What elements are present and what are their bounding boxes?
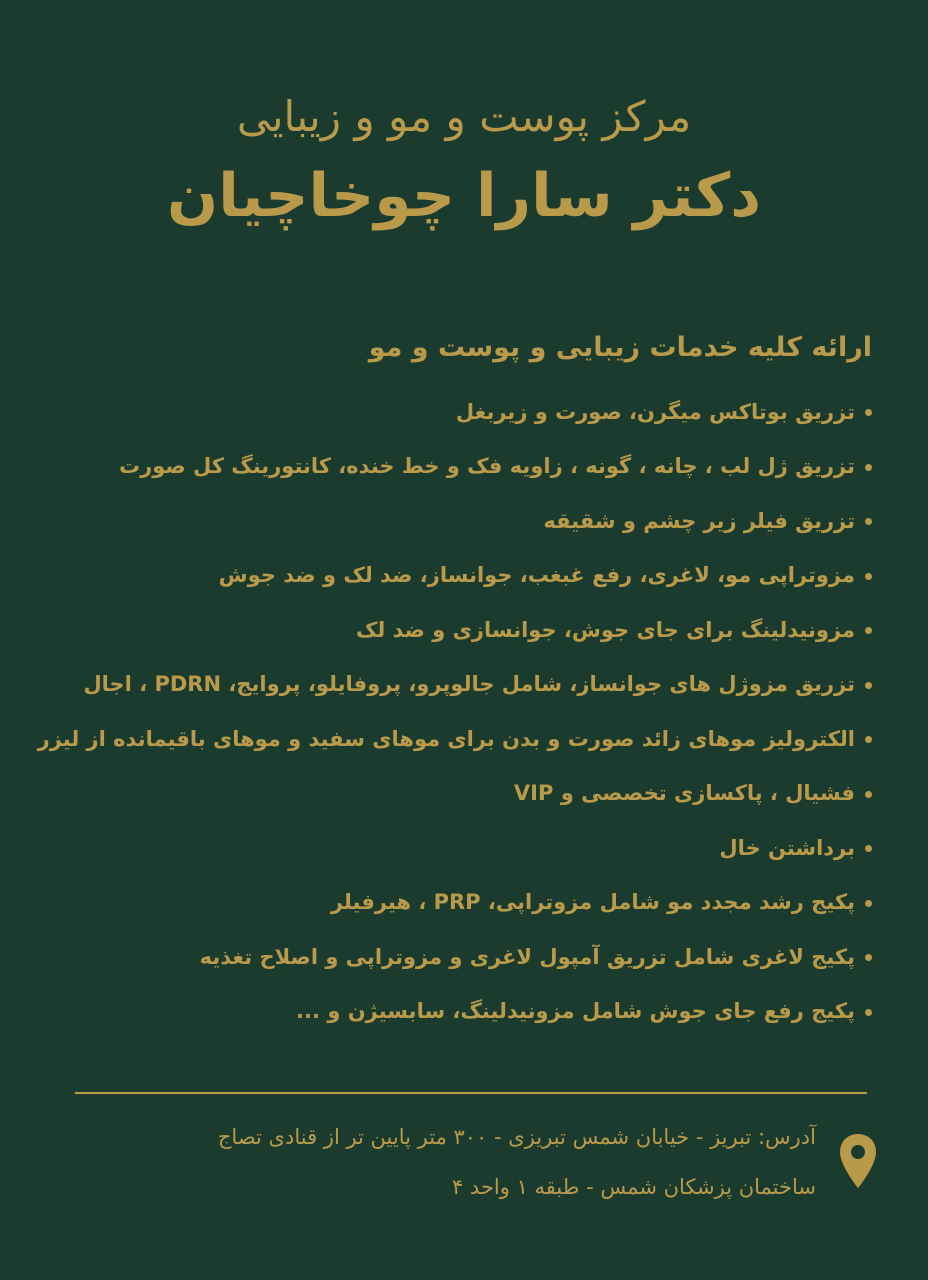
service-item xyxy=(32,494,872,549)
service-item xyxy=(32,766,872,821)
service-item-label: پکیج رفع جای جوش شامل مزونیدلینگ، سابسیژن و ... xyxy=(296,999,855,1023)
header xyxy=(0,92,928,232)
bullet-icon xyxy=(865,736,872,743)
divider xyxy=(75,1092,867,1094)
service-list xyxy=(32,385,872,1039)
service-item-label: پکیج لاغری شامل تزریق آمپول لاغری و مزوتراپی و اصلاح تغذیه xyxy=(199,944,855,969)
service-item xyxy=(32,548,872,603)
service-item xyxy=(32,930,872,985)
clinic-subtitle: مرکز پوست و مو و زیبایی xyxy=(236,92,692,141)
address-block xyxy=(56,1112,816,1212)
service-item xyxy=(32,657,872,712)
services-heading: ارائه کلیه خدمات زیبایی و پوست و مو xyxy=(368,332,872,363)
service-item-label: فشیال ، پاکسازی تخصصی و VIP xyxy=(513,781,855,805)
service-item-label: تزریق ژل لب ، چانه ، گونه ، زاویه فک و خط خنده، کانتورینگ کل صورت xyxy=(119,454,855,478)
bullet-icon xyxy=(865,845,872,852)
service-item xyxy=(32,603,872,658)
bullet-icon xyxy=(865,682,872,689)
service-item xyxy=(32,385,872,440)
location-pin-icon xyxy=(838,1132,878,1190)
bullet-icon xyxy=(865,627,872,634)
services-section xyxy=(32,328,872,1039)
service-item xyxy=(32,821,872,876)
bullet-icon xyxy=(865,573,872,580)
service-item-label: تزریق مزوژل های جوانساز، شامل جالوپرو، پروفایلو، پروایج، PDRN ، اجال xyxy=(83,672,855,696)
service-item xyxy=(32,984,872,1039)
bullet-icon xyxy=(865,464,872,471)
service-item-label: مزونیدلینگ برای جای جوش، جوانسازی و ضد لک xyxy=(355,617,855,642)
service-item-label: الکترولیز موهای زائد صورت و بدن برای موهای سفید و موهای باقیمانده از لیزر xyxy=(37,726,855,751)
bullet-icon xyxy=(865,1009,872,1016)
bullet-icon xyxy=(865,409,872,416)
bullet-icon xyxy=(865,954,872,961)
service-item xyxy=(32,439,872,494)
doctor-name-title: دکتر سارا چوخاچیان xyxy=(166,161,762,232)
service-item-label: پکیج رشد مجدد مو شامل مزوتراپی، PRP ، هیرفیلر xyxy=(330,890,855,914)
bullet-icon xyxy=(865,900,872,907)
address-line-2: ساختمان پزشکان شمس - طبقه ۱ واحد ۴ xyxy=(451,1175,816,1199)
service-item-label: مزوتراپی مو، لاغری، رفع غبغب، جوانساز، ضد لک و ضد جوش xyxy=(218,563,855,587)
bullet-icon xyxy=(865,791,872,798)
service-item-label: تزریق بوتاکس میگرن، صورت و زیربغل xyxy=(455,399,855,424)
service-item-label: تزریق فیلر زیر چشم و شقیقه xyxy=(543,508,855,533)
service-item-label: برداشتن خال xyxy=(719,835,855,860)
service-item xyxy=(32,712,872,767)
bullet-icon xyxy=(865,518,872,525)
service-item xyxy=(32,875,872,930)
address-line-1: آدرس: تبریز - خیابان شمس تبریزی - ۳۰۰ متر پایین تر از قنادی تصاج xyxy=(217,1125,816,1149)
